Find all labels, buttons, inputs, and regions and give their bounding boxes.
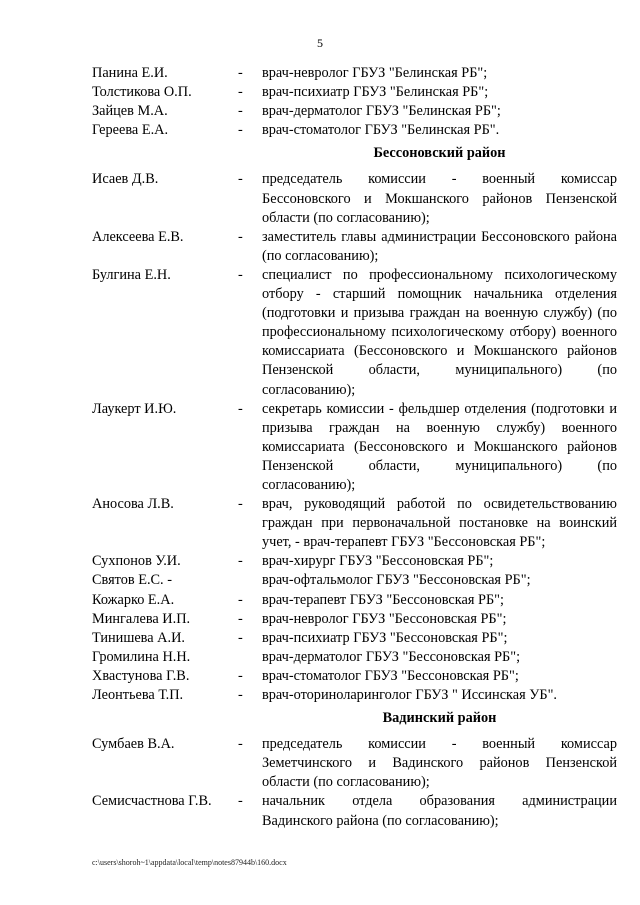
member-name: Семисчастнова Г.В.: [92, 793, 212, 810]
member-name: Кожарко Е.А.: [92, 591, 175, 608]
member-dash: -: [238, 629, 243, 646]
member-name: Исаев Д.В.: [92, 171, 159, 188]
list-item: [92, 648, 617, 667]
footer-file-path: c:\users\shoroh~1\appdata\local\temp\notes87944b\160.docx: [92, 858, 287, 867]
member-dash: -: [238, 122, 243, 139]
member-role: врач-психиатр ГБУЗ "Белинская РБ";: [262, 84, 489, 101]
member-name: Мингалева И.П.: [92, 610, 191, 627]
list-item: [92, 400, 617, 495]
member-role: врач-стоматолог ГБУЗ "Белинская РБ".: [262, 122, 500, 139]
member-dash: -: [238, 400, 243, 417]
member-name: Лаукерт И.Ю.: [92, 400, 177, 417]
list-item: [92, 552, 617, 571]
member-dash: -: [238, 553, 243, 570]
list-item: [92, 170, 617, 227]
member-role: врач-стоматолог ГБУЗ "Бессоновская РБ";: [262, 667, 519, 684]
list-item: [92, 735, 617, 792]
list-item: [92, 102, 617, 121]
member-role: специалист по профессиональному психологическому отбору - старший помощник начальника отделения (подготовки и призыва граждан на военную службу) (по профессиональному психологическому отбору) военного комиссариата (Бессоновского и Мокшанского районов Пензенской области, муниципального) (по согласованию);: [262, 266, 617, 398]
member-dash: -: [238, 736, 243, 753]
member-dash: -: [238, 610, 243, 627]
member-name: Зайцев М.А.: [92, 103, 168, 120]
member-role: врач-дерматолог ГБУЗ "Бессоновская РБ";: [262, 648, 521, 665]
section-heading-bessonovsky: Бессоновский район: [373, 145, 506, 162]
member-name: Сумбаев В.А.: [92, 736, 175, 753]
list-item: [92, 686, 617, 705]
list-item: [92, 571, 617, 590]
member-role: врач-невролог ГБУЗ "Белинская РБ";: [262, 65, 488, 81]
member-name: Громилина Н.Н.: [92, 648, 191, 665]
member-name: Аносова Л.В.: [92, 496, 174, 513]
member-role: врач-оториноларинголог ГБУЗ " Иссинская УБ".: [262, 687, 558, 703]
list-item: [92, 83, 617, 102]
list-item: [92, 64, 617, 83]
member-dash: -: [238, 171, 243, 188]
list-item: [92, 792, 617, 830]
member-dash: -: [238, 687, 243, 703]
member-dash: -: [238, 228, 243, 245]
member-name: Тинишева А.И.: [92, 629, 185, 646]
member-dash: -: [238, 496, 243, 513]
list-item: [92, 610, 617, 629]
member-role: заместитель главы администрации Бессоновского района (по согласованию);: [262, 228, 617, 264]
member-role: врач-невролог ГБУЗ "Бессоновская РБ";: [262, 610, 507, 627]
member-name: Булгина Е.Н.: [92, 266, 171, 283]
member-dash: [238, 648, 262, 667]
member-name: Толстикова О.П.: [92, 84, 192, 101]
member-name: Гереева Е.А.: [92, 122, 169, 139]
member-dash: -: [238, 667, 243, 684]
member-name: Хвастунова Г.В.: [92, 667, 190, 684]
list-item: [92, 266, 617, 400]
member-role: врач-хирург ГБУЗ "Бессоновская РБ";: [262, 553, 494, 570]
member-name: Леонтьева Т.П.: [92, 687, 184, 703]
member-dash: -: [238, 266, 243, 283]
member-name: Панина Е.И.: [92, 65, 168, 81]
member-dash: -: [238, 65, 243, 81]
list-item: [92, 629, 617, 648]
list-item: [92, 228, 617, 266]
member-dash: [238, 571, 262, 590]
member-dash: -: [238, 103, 243, 120]
member-name: Алексеева Е.В.: [92, 228, 184, 245]
member-list: [92, 64, 617, 831]
member-role: врач, руководящий работой по освидетельствованию граждан при первоначальной постановке на воинский учет, - врач-терапевт ГБУЗ "Бессоновская РБ";: [262, 496, 617, 551]
member-role: врач-дерматолог ГБУЗ "Белинская РБ";: [262, 103, 501, 120]
member-role: начальник отдела образования администрации Вадинского района (по согласованию);: [262, 793, 617, 829]
member-dash: -: [238, 84, 243, 101]
section-heading-vadinsky: Вадинский район: [382, 710, 497, 727]
member-dash: -: [238, 793, 243, 810]
member-role: врач-психиатр ГБУЗ "Бессоновская РБ";: [262, 629, 508, 646]
member-role: председатель комиссии - военный комиссар Бессоновского и Мокшанского районов Пензенской области (по согласованию);: [262, 171, 617, 226]
member-name: Сухпонов У.И.: [92, 553, 181, 570]
list-item: [92, 667, 617, 686]
member-role: секретарь комиссии - фельдшер отделения (подготовки и призыва граждан на военную службу) военного комиссариата (Бессоновского и Мокшанского районов Пензенской области, муниципального) (по согласованию);: [262, 400, 617, 493]
list-item: [92, 495, 617, 552]
member-role: председатель комиссии - военный комиссар Земетчинского и Вадинского районов Пензенской области (по согласованию);: [262, 736, 617, 791]
member-role: врач-офтальмолог ГБУЗ "Бессоновская РБ";: [262, 572, 531, 589]
list-item: [92, 121, 617, 140]
member-role: врач-терапевт ГБУЗ "Бессоновская РБ";: [262, 591, 504, 608]
member-name: Святов Е.С. -: [92, 572, 172, 589]
list-item: [92, 591, 617, 610]
page-number: 5: [317, 36, 323, 50]
member-dash: -: [238, 591, 243, 608]
